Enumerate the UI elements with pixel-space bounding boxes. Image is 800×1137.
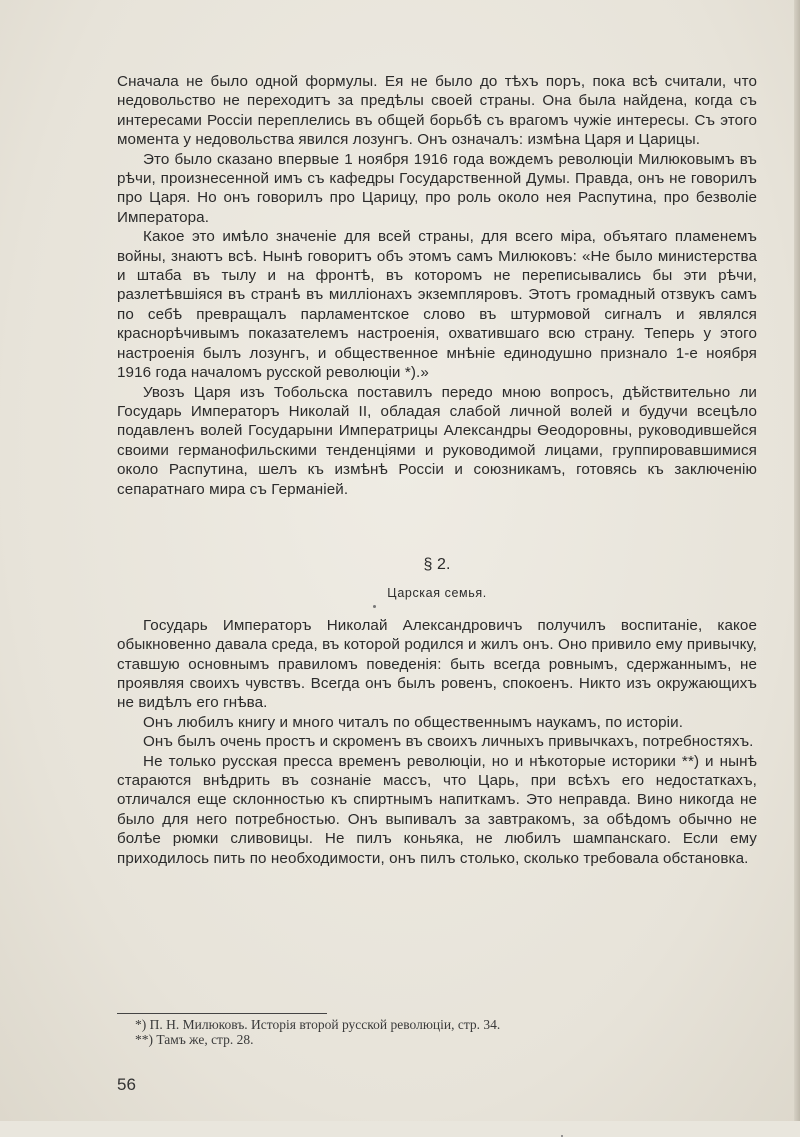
paper-speck (373, 605, 376, 608)
paragraph: Увозъ Царя изъ Тобольска поставилъ передо мною вопросъ, дѣйствительно ли Государь Императоръ Николай II, обладая слабой личной волей и будучи всецѣло подавленъ волей Государыни Императрицы Александры Ѳеодоровны, руководившейся своими германофильскими тенденцiями и руководимой лицами, группировавшимися около Распутина, шелъ къ измѣнѣ Россiи и союзникамъ, готовясь къ заключенiю сепаратнаго мира съ Германiей. (117, 383, 757, 498)
page-number: 56 (117, 1075, 136, 1094)
paragraph: Не только русская пресса временъ революцiи, но и нѣкоторые историки **) и нынѣ стараются внѣдрить въ сознанiе массъ, что Царь, при всѣхъ его недостаткахъ, отличался еще склонностью къ спиртнымъ напиткамъ. Это неправда. Вино никогда не было для него потребностью. Онъ выпивалъ за завтракомъ, за обѣдомъ обычно не болѣе рюмки сливовицы. Не пилъ коньяка, не любилъ шампанскаго. Если ему приходилось пить по необходимости, онъ пилъ столько, сколько требовала обстановка. (117, 752, 757, 867)
page-binding-edge (794, 0, 800, 1121)
section-number: § 2. (423, 555, 451, 573)
paragraph: Сначала не было одной формулы. Ея не было до тѣхъ поръ, пока всѣ считали, что недовольство не переходитъ за предѣлы своей страны. Она была найдена, когда съ интересами Россiи переплелись въ общей борьбѣ съ врагомъ чужiе интересы. Съ этого момента у недовольства явился лозунгъ. Онъ означалъ: измѣна Царя и Царицы. (117, 73, 757, 149)
footnote-rule (117, 1013, 327, 1014)
paragraph: Онъ любилъ книгу и много читалъ по общественнымъ наукамъ, по исторiи. (143, 713, 684, 731)
body-text (117, 72, 757, 868)
footnote: **) Тамъ же, стр. 28. (135, 1032, 254, 1047)
section-title: Царская семья. (387, 586, 487, 601)
paragraph: Государь Императоръ Николай Александровичъ получилъ воспитанiе, какое обыкновенно давала среда, въ которой родился и жилъ онъ. Оно привило ему привычку, ставшую основнымъ правиломъ поведенiя: быть всегда ровнымъ, сдержаннымъ, не проявляя своихъ чувствъ. Всегда онъ былъ ровенъ, спокоенъ. Никто изъ окружающихъ не видѣлъ его гнѣва. (117, 616, 757, 712)
footnote: *) П. Н. Милюковъ. Исторiя второй русской революцiи, стр. 34. (135, 1017, 501, 1032)
paragraph: Это было сказано впервые 1 ноября 1916 года вождемъ революцiи Милюковымъ въ рѣчи, произнесенной имъ съ кафедры Государственной Думы. Правда, онъ не говорилъ про Царя. Но онъ говорилъ про Царицу, про роль около нея Распутина, про безволiе Императора. (117, 150, 757, 226)
paragraph: Какое это имѣло значенiе для всей страны, для всего мiра, объятаго пламенемъ войны, знаютъ всѣ. Нынѣ говоритъ объ этомъ самъ Милюковъ: «Не было министерства и штаба въ тылу и на фронтѣ, въ которомъ не переписывались бы эти рѣчи, разлетѣвшiяся въ странѣ въ миллiонахъ экземпляровъ. Этотъ громадный отзвукъ самъ по себѣ превращалъ парламентское слово въ штурмовой сигналъ и являлся краснорѣчивымъ показателемъ настроенiя, охватившаго всю страну. Теперь у этого настроенiя былъ лозунгъ, и общественное мнѣнiе единодушно признало 1-е ноября 1916 года началомъ русской революцiи *).» (117, 228, 757, 382)
paragraph: Онъ былъ очень простъ и скроменъ въ своихъ личныхъ привычкахъ, потребностяхъ. (143, 733, 754, 751)
footnotes (117, 1017, 757, 1047)
